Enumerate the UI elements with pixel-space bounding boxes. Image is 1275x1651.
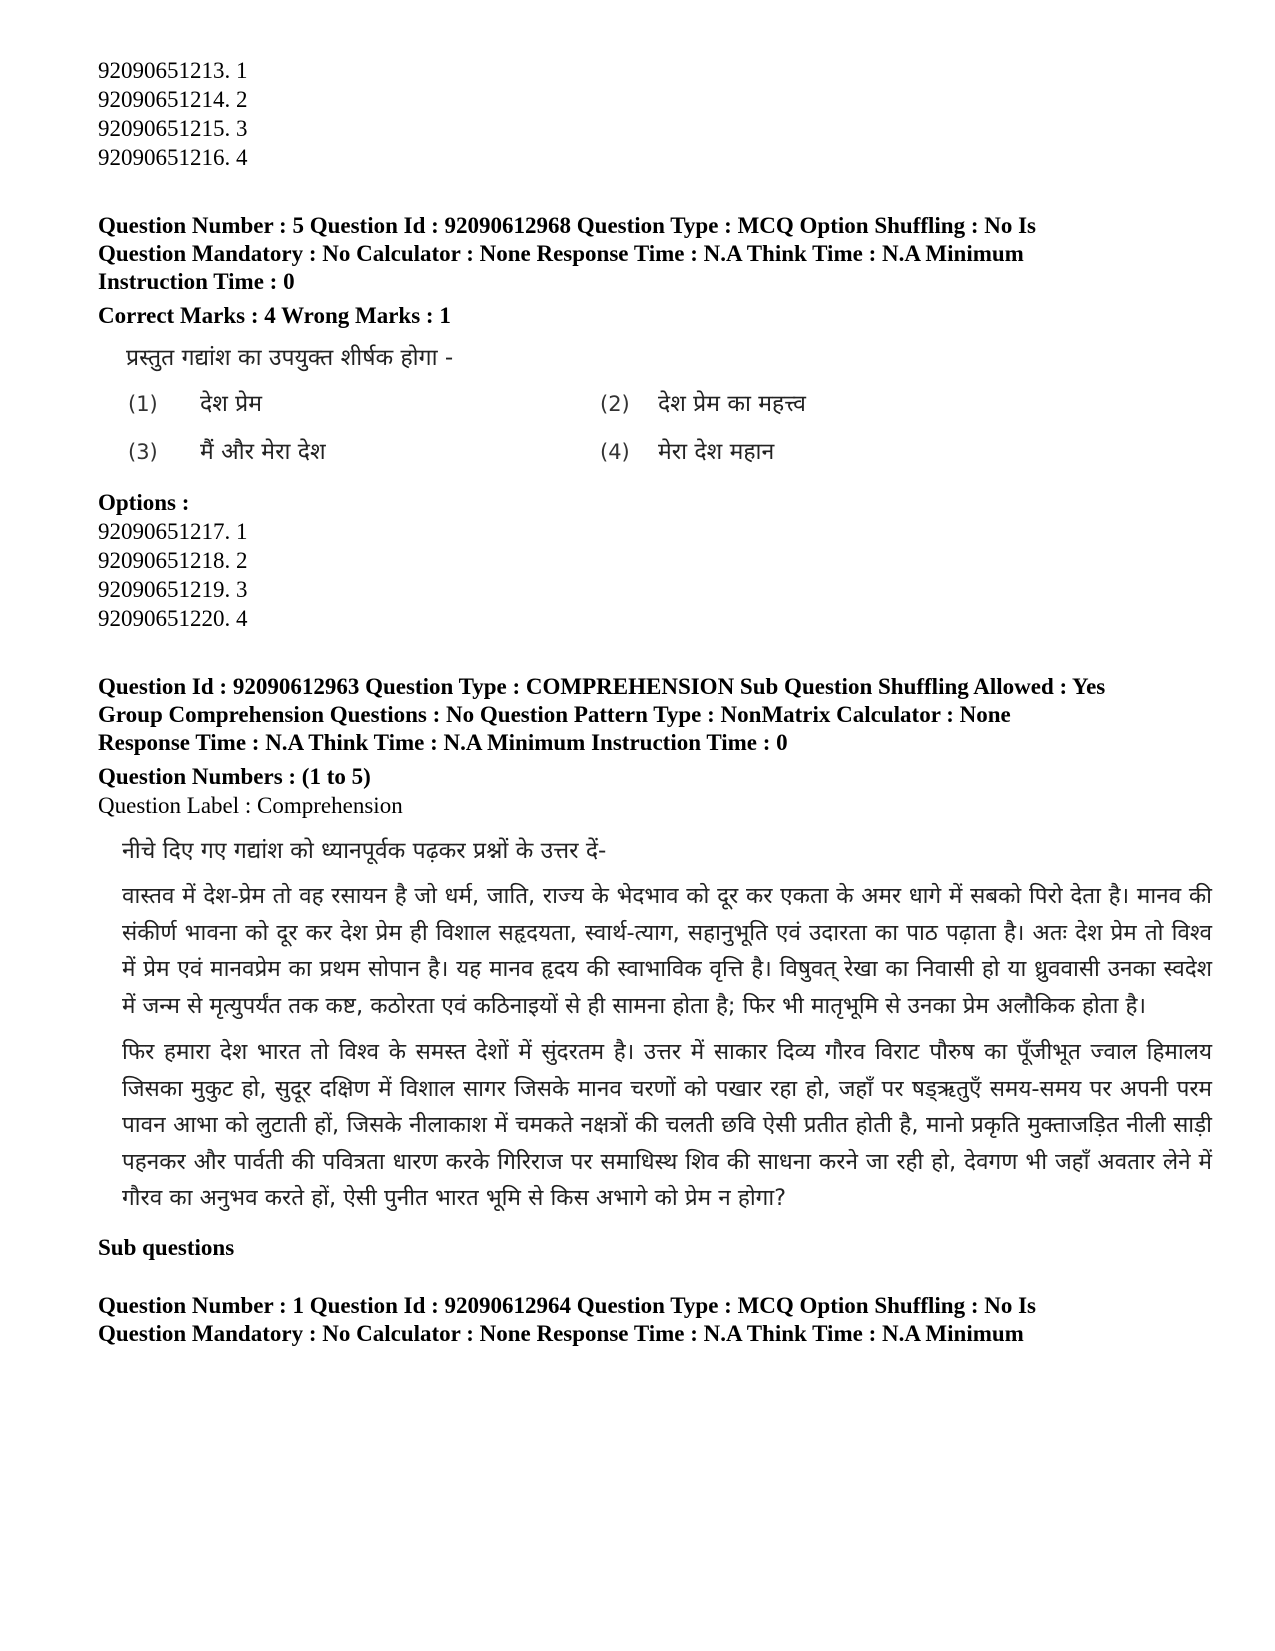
previous-options-list xyxy=(98,56,1178,172)
document-page xyxy=(98,56,1212,1348)
question-label: Question Label : Comprehension xyxy=(98,793,403,818)
option-id-line: 92090651214. 2 xyxy=(98,87,248,112)
option-id-line: 92090651219. 3 xyxy=(98,577,248,602)
choice-number: (2) xyxy=(600,392,630,416)
choice-text: देश प्रेम का महत्त्व xyxy=(658,391,806,417)
passage-instruction: नीचे दिए गए गद्यांश को ध्यानपूर्वक पढ़कर प्रश्नों के उत्तर दें- xyxy=(122,838,607,864)
question-5-marks: Correct Marks : 4 Wrong Marks : 1 xyxy=(98,303,451,328)
question-5-stem: प्रस्तुत गद्यांश का उपयुक्त शीर्षक होगा - xyxy=(126,345,454,371)
option-id-line: 92090651215. 3 xyxy=(98,116,248,141)
question-numbers: Question Numbers : (1 to 5) xyxy=(98,764,371,789)
question-1-meta: Question Number : 1 Question Id : 92090612964 Question Type : MCQ Option Shuffling : No Is Question Mandatory : No Calculator : None Response Time : N.A Think Time : N.A Minimum xyxy=(98,1292,1037,1346)
choice-text: मैं और मेरा देश xyxy=(200,439,326,465)
question-5-meta: Question Number : 5 Question Id : 92090612968 Question Type : MCQ Option Shuffling : No Is Question Mandatory : No Calculator : None Response Time : N.A Think Time : N.A Minimum Instruction Time : 0 xyxy=(98,213,1037,294)
option-id-line: 92090651213. 1 xyxy=(98,58,248,83)
question-5-block xyxy=(98,212,1178,633)
choice-number: (3) xyxy=(128,440,158,464)
option-id-line: 92090651217. 1 xyxy=(98,519,248,544)
question-1-block xyxy=(98,1292,1178,1348)
sub-questions-heading: Sub questions xyxy=(98,1234,235,1260)
choice-text: मेरा देश महान xyxy=(658,439,775,465)
option-id-line: 92090651218. 2 xyxy=(98,548,248,573)
options-heading: Options : xyxy=(98,490,190,515)
passage-paragraph-1: वास्तव में देश-प्रेम तो वह रसायन है जो धर्म, जाति, राज्य के भेदभाव को दूर कर एकता के अमर धागे में सबको पिरो देता है। मानव की संकीर्ण भावना को दूर कर देश प्रेम ही विशाल सहृदयता, स्वार्थ-त्याग, सहानुभूति एवं उदारता का पाठ पढ़ाता है। अतः देश प्रेम तो विश्व में प्रेम एवं मानवप्रेम का प्रथम सोपान है। यह मानव हृदय की स्वाभाविक वृत्ति है। विषुवत् रेखा का निवासी हो या ध्रुववासी उनका स्वदेश में जन्म से मृत्युपर्यंत तक कष्ट, कठोरता एवं कठिनाइयों से ही सामना होता है; फिर भी मातृभूमि से उनका प्रेम अलौकिक होता है। xyxy=(122,883,1212,1019)
passage-paragraph-2: फिर हमारा देश भारत तो विश्व के समस्त देशों में सुंदरतम है। उत्तर में साकार दिव्य गौरव विराट पौरुष का पूँजीभूत ज्वाल हिमालय जिसका मुकुट हो, सुदूर दक्षिण में विशाल सागर जिसके मानव चरणों को पखार रहा हो, जहाँ पर षड्ऋतुएँ समय-समय पर अपनी परम पावन आभा को लुटाती हों, जिसके नीलाकाश में चमकते नक्षत्रों की चलती छवि ऐसी प्रतीत होती है, मानो प्रकृति मुक्ताजड़ित नीली साड़ी पहनकर और पार्वती की पवित्रता धारण करके गिरिराज पर समाधिस्थ शिव की साधना करने जा रही हो, देवगण भी जहाँ अवतार लेने में गौरव का अनुभव करते हों, ऐसी पुनीत भारत भूमि से किस अभागे को प्रेम न होगा? xyxy=(122,1039,1212,1211)
option-id-line: 92090651216. 4 xyxy=(98,145,248,170)
option-id-line: 92090651220. 4 xyxy=(98,606,248,631)
choice-number: (4) xyxy=(600,440,630,464)
comprehension-block xyxy=(98,673,1212,1262)
comprehension-meta: Question Id : 92090612963 Question Type : COMPREHENSION Sub Question Shuffling Allowed : Yes Group Comprehension Questions : No Question Pattern Type : NonMatrix Calculator : None Response Time : N.A Think Time : N.A Minimum Instruction Time : 0 xyxy=(98,674,1106,755)
question-5-choices xyxy=(128,384,1178,472)
choice-number: (1) xyxy=(128,392,158,416)
choice-text: देश प्रेम xyxy=(200,391,263,417)
